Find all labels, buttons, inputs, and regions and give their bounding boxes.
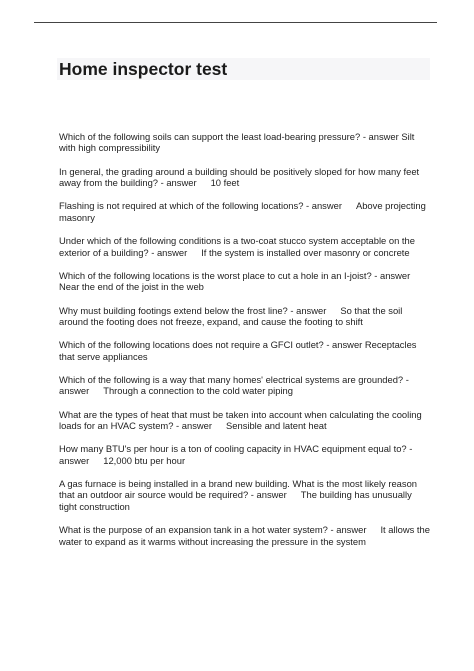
question-text: In general, the grading around a building should be positively sloped for how many feet away from the building? - answer [59,165,420,189]
qa-item [59,166,431,189]
answer-text: Receptacles that serve appliances [59,339,417,362]
answer-text: Above projecting masonry [59,200,426,223]
qa-item [59,478,431,512]
question-text: What are the types of heat that must be taken into account when calculating the cooling loads for an HVAC system? - answer [59,408,422,432]
qa-item [59,443,431,466]
answer-text: Sensible and latent heat [226,420,327,432]
qa-item [59,200,431,223]
question-text: Which of the following locations is the worst place to cut a hole in an I-joist? - answer [59,269,411,281]
qa-item [59,524,431,547]
answer-text: If the system is installed over masonry or concrete [201,246,410,258]
qa-item [59,131,431,154]
qa-item [59,305,431,328]
qa-item [59,374,431,397]
question-text: Flashing is not required at which of the following locations? - answer [59,200,342,212]
question-text: Why must building footings extend below the frost line? - answer [59,304,327,316]
question-text: A gas furnace is being installed in a brand new building. What is the most likely reason that an outdoor air source would be required? - answer [59,478,418,501]
answer-text: 12,000 btu per hour [103,454,186,466]
answer-text: So that the soil around the footing does not freeze, expand, and cause the footing to shift [59,304,403,327]
top-divider [34,22,437,23]
question-list [59,131,431,559]
qa-item [59,235,431,258]
question-text: How many BTU's per hour is a ton of cooling capacity in HVAC equipment equal to? - answer [59,443,413,466]
question-text: Under which of the following conditions is a two-coat stucco system acceptable on the exterior of a building? - answer [59,235,415,258]
question-text: Which of the following is a way that many homes' electrical systems are grounded? - answer [59,373,409,397]
answer-text: Silt with high compressibility [59,131,415,154]
answer-text: The building has unusually tight construction [59,489,412,512]
question-text: Which of the following soils can support the least load-bearing pressure? - answer [59,131,399,142]
page-title: Home inspector test [59,59,228,79]
question-text: What is the purpose of an expansion tank in a hot water system? - answer [59,524,367,536]
qa-item [59,270,431,293]
qa-item [59,339,431,362]
answer-text: 10 feet [210,177,240,189]
question-text: Which of the following locations does not require a GFCI outlet? - answer [59,339,363,351]
qa-item [59,409,431,432]
answer-text: Near the end of the joist in the web [59,281,204,293]
answer-text: It allows the water to expand as it warms without increasing the pressure in the system [59,524,430,547]
answer-text: Through a connection to the cold water piping [103,385,293,397]
